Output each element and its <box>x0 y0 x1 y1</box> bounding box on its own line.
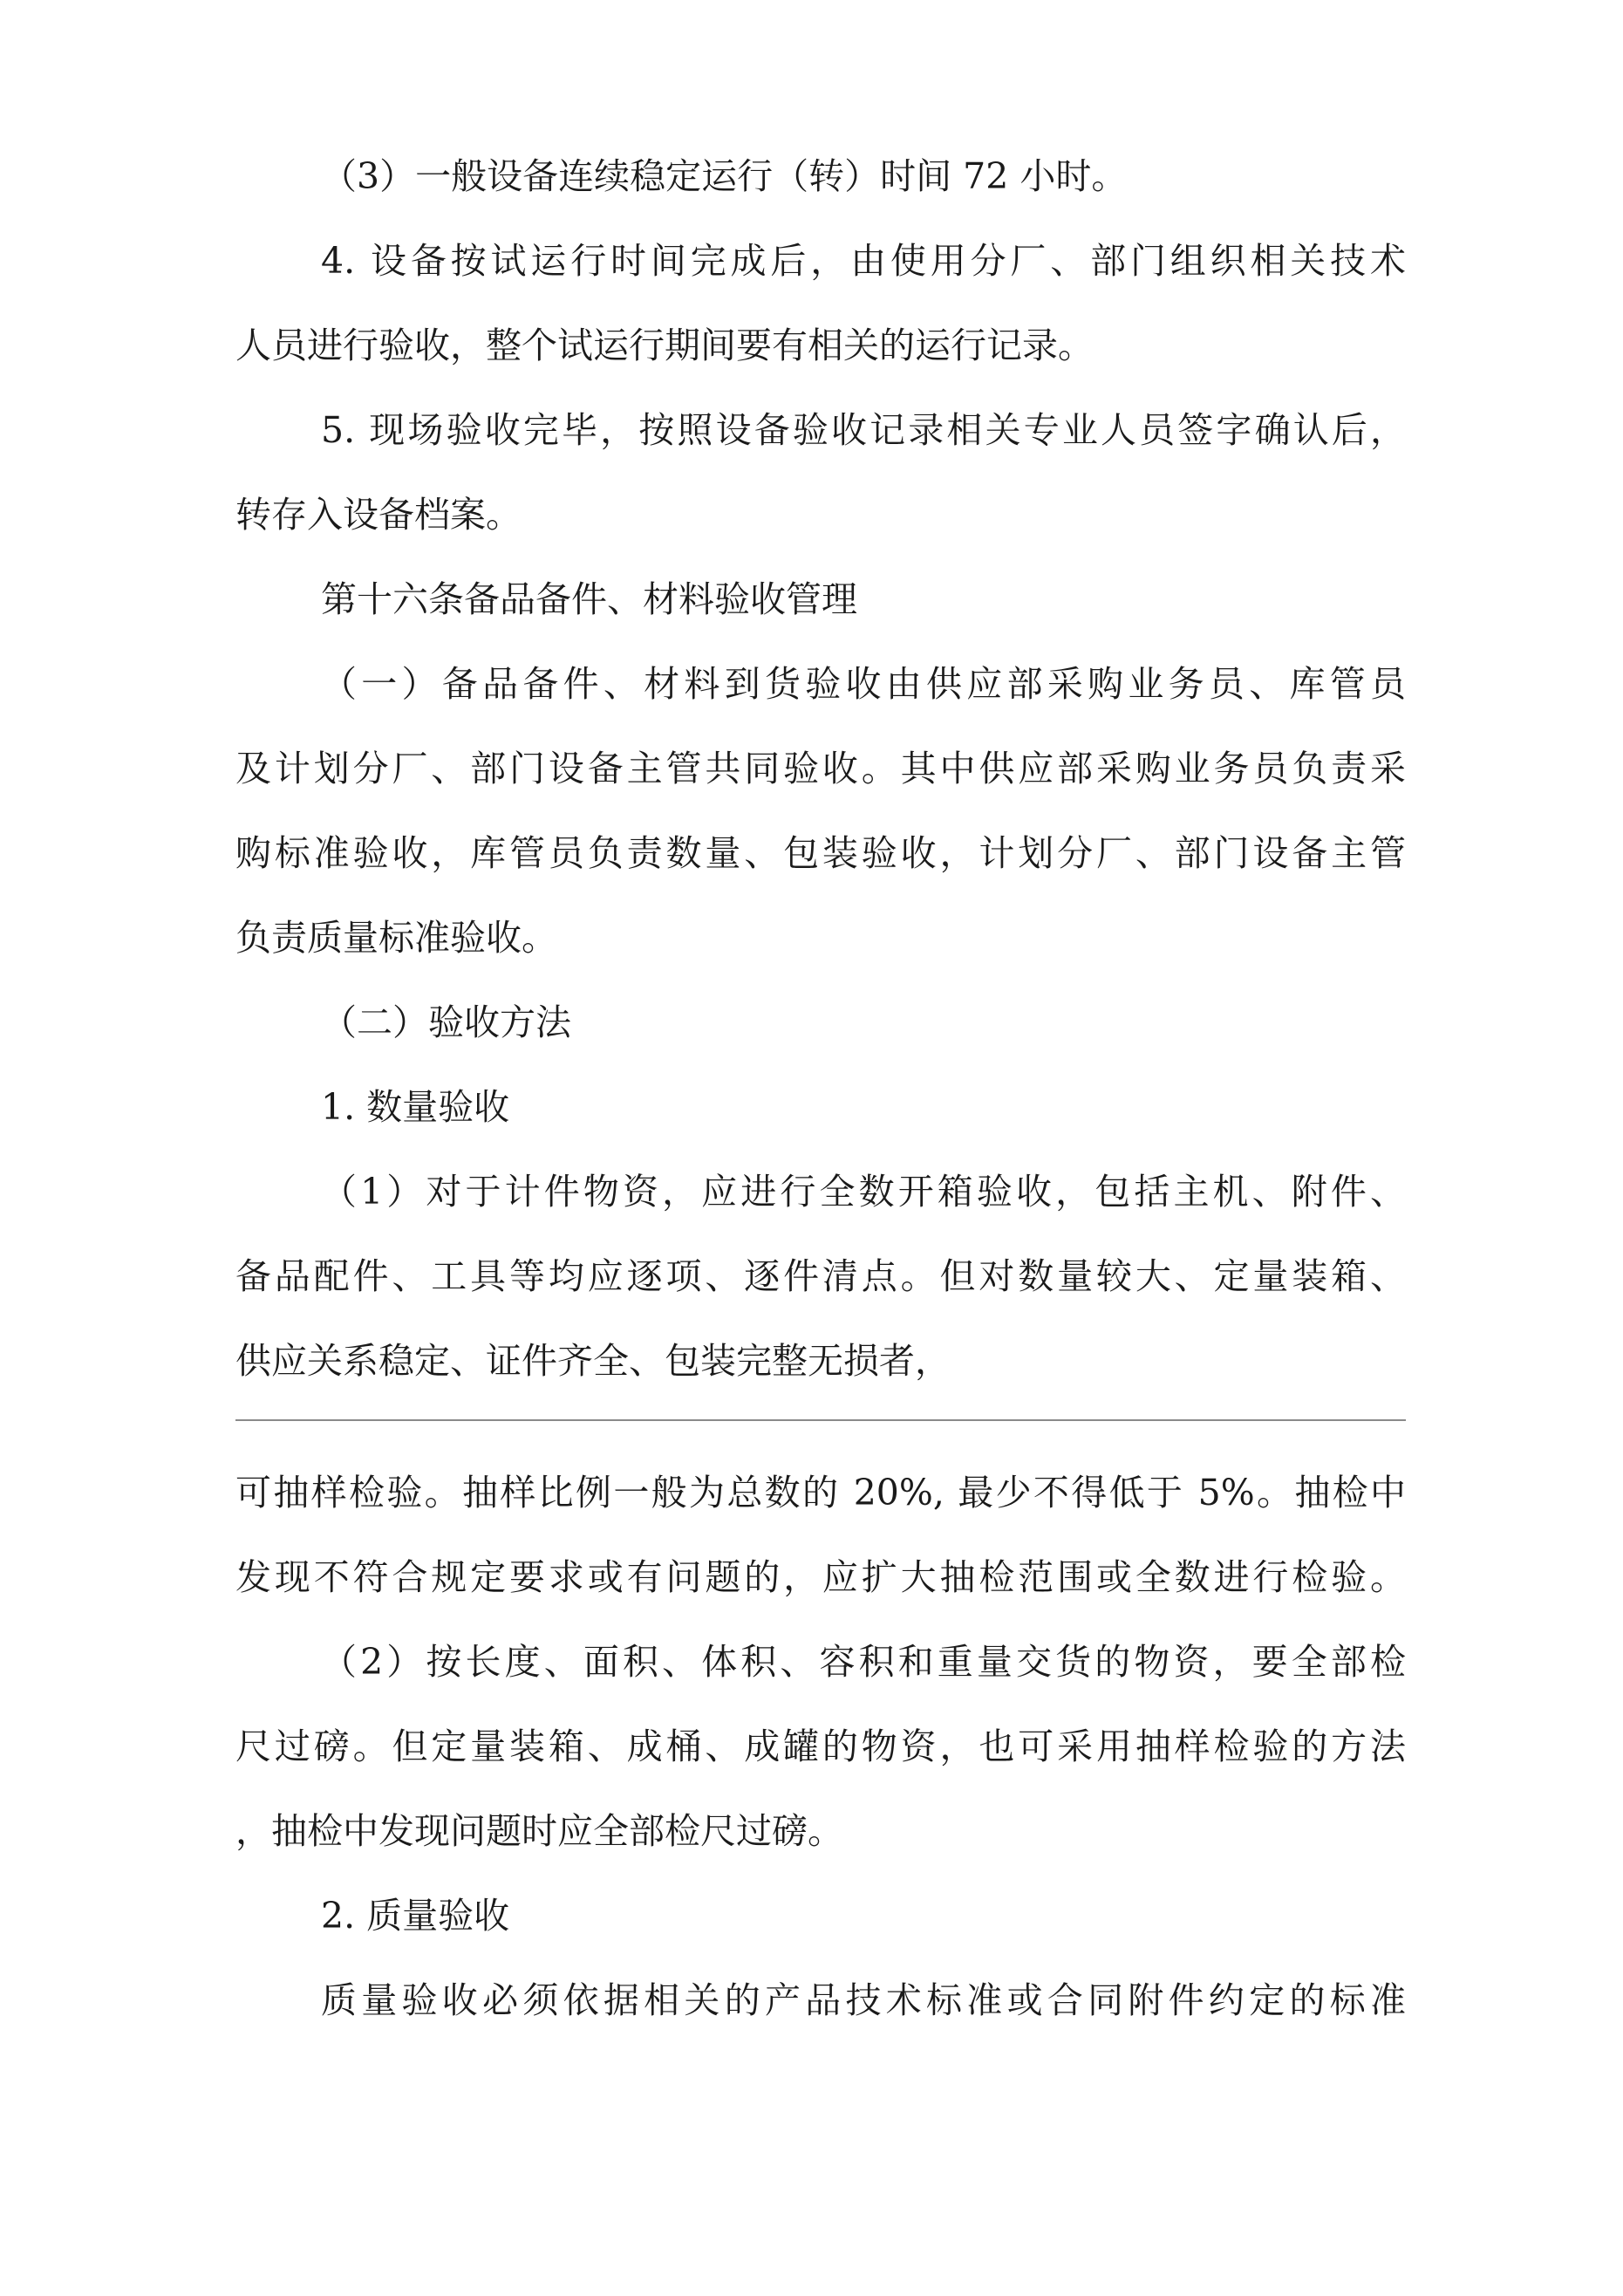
text-line: 负责质量标准验收。 <box>235 917 557 959</box>
subsection-heading: （二）验收方法 <box>321 1001 571 1043</box>
text-line: 发现不符合规定要求或有问题的，应扩大抽检范围或全数进行检验。 <box>235 1556 1406 1598</box>
text-line: 4. 设备按试运行时间完成后，由使用分厂、部门组织相关技术 <box>321 240 1406 282</box>
text-line: 可抽样检验。抽样比例一般为总数的 20%, 最少不得低于 5%。抽检中 <box>235 1472 1406 1514</box>
text-line: 尺过磅。但定量装箱、成桶、成罐的物资，也可采用抽样检验的方法 <box>235 1725 1406 1767</box>
text-line: 备品配件、工具等均应逐项、逐件清点。但对数量较大、定量装箱、 <box>235 1255 1406 1297</box>
subsection-heading: 2. 质量验收 <box>321 1895 510 1937</box>
text-line: 供应关系稳定、证件齐全、包装完整无损者， <box>235 1340 951 1382</box>
text-line: 购标准验收，库管员负责数量、包装验收，计划分厂、部门设备主管 <box>235 832 1406 874</box>
text-line: （3）一般设备连续稳定运行（转）时间 72 小时。 <box>321 155 1128 197</box>
subsection-heading: 1. 数量验收 <box>321 1086 510 1128</box>
text-line: （1）对于计件物资，应进行全数开箱验收，包括主机、附件、 <box>321 1171 1406 1213</box>
text-line: （2）按长度、面积、体积、容积和重量交货的物资，要全部检 <box>321 1641 1406 1683</box>
text-line: 人员进行验收，整个试运行期间要有相关的运行记录。 <box>235 325 1094 366</box>
text-line: 5. 现场验收完毕，按照设备验收记录相关专业人员签字确认后， <box>321 409 1406 451</box>
text-line: ，抽检中发现问题时应全部检尺过磅。 <box>235 1810 843 1852</box>
text-line: 质量验收必须依据相关的产品技术标准或合同附件约定的标准 <box>321 1979 1406 2021</box>
text-line: 及计划分厂、部门设备主管共同验收。其中供应部采购业务员负责采 <box>235 748 1406 789</box>
section-heading: 第十六条备品备件、材料验收管理 <box>321 578 857 620</box>
text-line: （一）备品备件、材料到货验收由供应部采购业务员、库管员 <box>321 663 1406 705</box>
text-line: 转存入设备档案。 <box>235 494 522 536</box>
page-divider <box>235 1419 1406 1421</box>
